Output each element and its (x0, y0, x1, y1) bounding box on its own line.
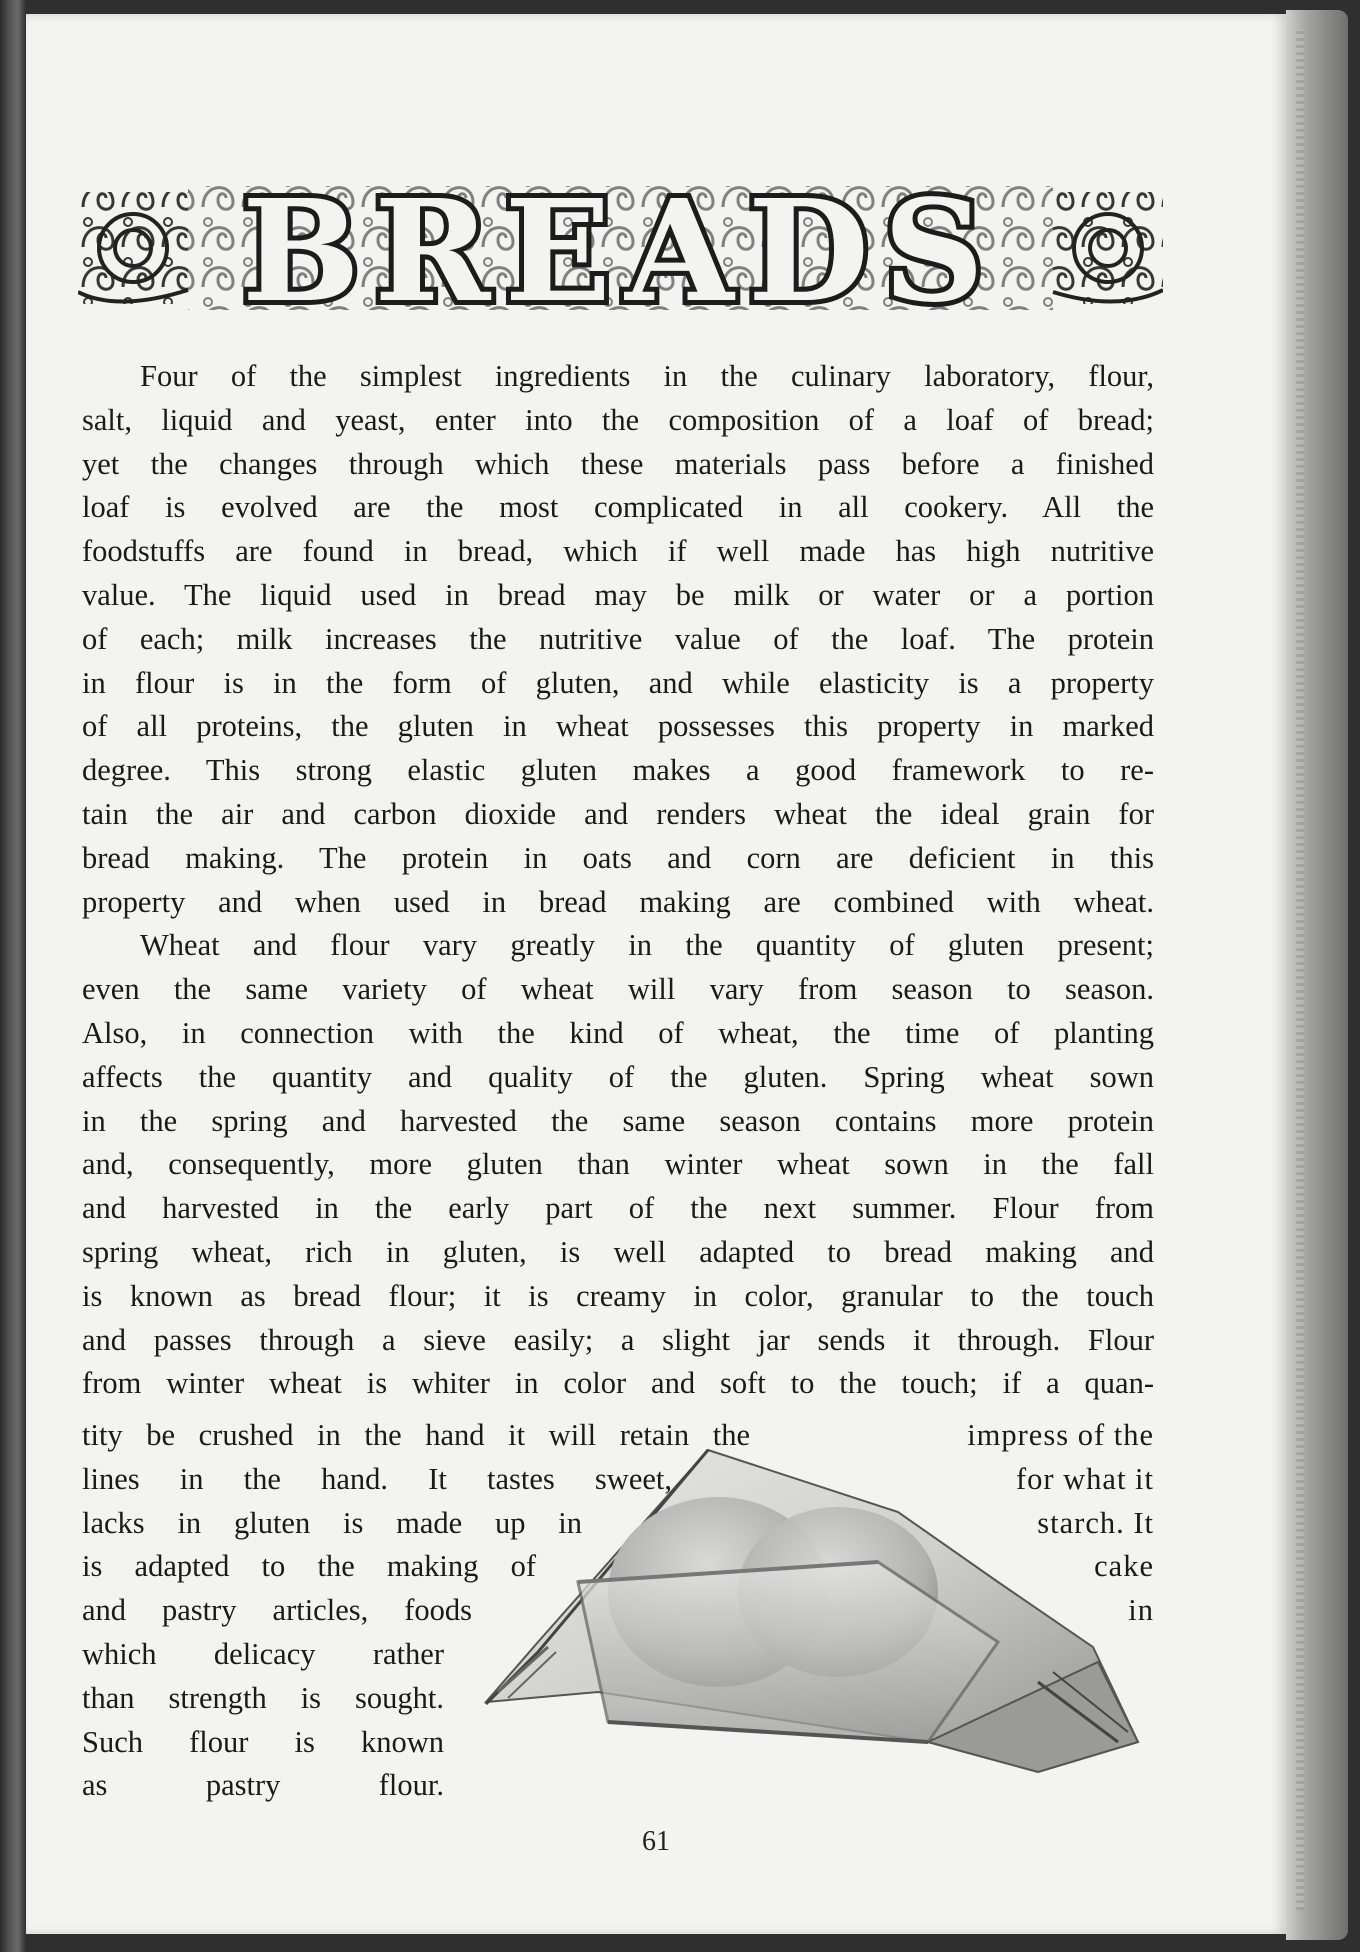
title-banner (78, 172, 1163, 322)
text-line: salt, liquid and yeast, enter into the composition of a loaf of bread; (82, 402, 1154, 437)
text-line: starch. It (1037, 1505, 1154, 1540)
text-line: and harvested in the early part of the next summer. Flour from (82, 1191, 1154, 1226)
bread-pan-illustration (478, 1442, 1148, 1782)
text-line: foodstuffs are found in bread, which if well made has high nutritive (82, 534, 1154, 569)
ornamental-title (78, 172, 1163, 322)
text-line: impress of the (967, 1418, 1154, 1452)
text-line: cake (1094, 1549, 1154, 1584)
body-text (82, 355, 1154, 1406)
bread-dough-photo (478, 1442, 1148, 1782)
text-line: is adapted to the making of (82, 1549, 536, 1584)
text-line: and passes through a sieve easily; a slight jar sends it through. Flour (82, 1322, 1154, 1357)
left-scroll-ornament-icon (78, 192, 188, 304)
text-line: spring wheat, rich in gluten, is well adapted to bread making and (82, 1234, 1154, 1269)
text-line: in (1128, 1593, 1154, 1628)
text-line: yet the changes through which these materials pass before a finished (82, 446, 1154, 481)
text-line: affects the quantity and quality of the gluten. Spring wheat sown (82, 1059, 1154, 1094)
text-line: tain the air and carbon dioxide and renders wheat the ideal grain for (82, 796, 1154, 831)
text-line: in the spring and harvested the same season contains more protein (82, 1103, 1154, 1138)
text-line: value. The liquid used in bread may be milk or water or a portion (82, 577, 1154, 612)
page-number: 61 (642, 1826, 670, 1857)
page-title: BREADS (241, 172, 999, 322)
text-line: of all proteins, the gluten in wheat possesses this property in marked (82, 709, 1154, 744)
text-line: even the same variety of wheat will vary from season to season. (82, 972, 1154, 1007)
text-line: and, consequently, more gluten than winter wheat sown in the fall (82, 1147, 1154, 1182)
text-line: from winter wheat is whiter in color and soft to the touch; if a quan- (82, 1366, 1154, 1401)
text-line: is known as bread flour; it is creamy in color, granular to the touch (82, 1278, 1154, 1313)
text-line: lacks in gluten is made up in (82, 1505, 582, 1540)
paragraph-2 (82, 924, 1154, 1406)
text-line: tity be crushed in the hand it will retain the (82, 1418, 750, 1452)
text-line: bread making. The protein in oats and corn are deficient in this (82, 840, 1154, 875)
paragraph-1 (82, 355, 1154, 924)
text-line: in flour is in the form of gluten, and while elasticity is a property (82, 665, 1154, 700)
text-line: degree. This strong elastic gluten makes a good framework to re- (82, 753, 1154, 788)
text-line: property and when used in bread making are combined with wheat. (82, 884, 1154, 919)
text-line: Wheat and flour vary greatly in the quantity of gluten present; (140, 928, 1154, 963)
text-line: loaf is evolved are the most complicated in all cookery. All the (82, 490, 1154, 525)
text-line: of each; milk increases the nutritive value of the loaf. The protein (82, 621, 1154, 656)
text-line: lines in the hand. It tastes sweet, (82, 1461, 672, 1496)
page-edge-texture (1296, 30, 1304, 1910)
right-scroll-ornament-icon (1053, 192, 1163, 304)
text-line: for what it (1015, 1461, 1154, 1496)
text-line: Four of the simplest ingredients in the culinary laboratory, flour, (140, 359, 1154, 393)
text-line: which delicacy rather (82, 1636, 444, 1671)
book-page (26, 14, 1286, 1934)
text-line: Also, in connection with the kind of wheat, the time of planting (82, 1015, 1154, 1050)
text-line: Such flour is known (82, 1724, 444, 1759)
text-line: as pastry flour. (82, 1768, 444, 1803)
text-line: than strength is sought. (82, 1680, 444, 1715)
text-line: and pastry articles, foods (82, 1593, 472, 1628)
